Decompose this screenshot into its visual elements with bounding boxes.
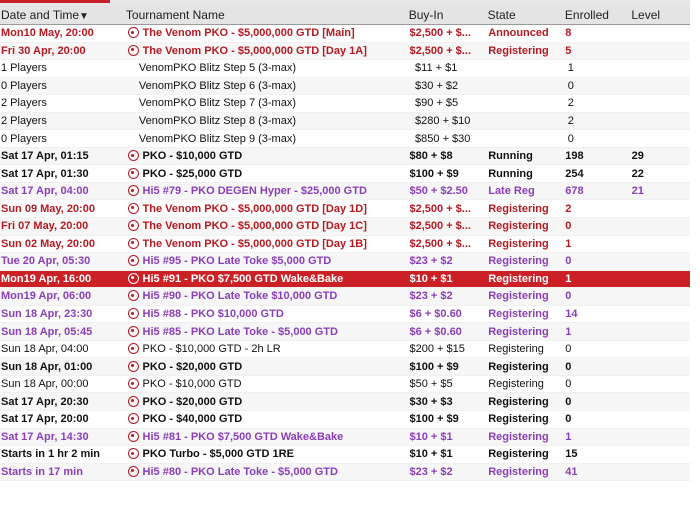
row-date: Sat 17 Apr, 20:00 xyxy=(1,413,89,426)
column-header-buy-in[interactable]: Buy-In xyxy=(408,7,444,22)
row-date: Sun 18 Apr, 01:00 xyxy=(1,360,93,373)
row-enrolled: 0 xyxy=(565,378,572,391)
row-tournament-name xyxy=(126,343,402,355)
row-tournament-name: VenomPKO Blitz Step 9 (3-max) xyxy=(138,132,297,145)
table-row[interactable] xyxy=(0,95,690,113)
target-icon xyxy=(128,448,139,459)
target-icon xyxy=(128,343,139,354)
target-icon xyxy=(128,326,139,337)
row-date: Sun 02 May, 20:00 xyxy=(1,237,95,250)
row-state: Registering xyxy=(488,325,549,338)
column-header-level[interactable]: Level xyxy=(631,7,661,22)
row-date: Sun 18 Apr, 05:45 xyxy=(1,325,93,338)
row-tournament-name xyxy=(126,308,402,320)
row-buy-in: $11 + $1 xyxy=(415,62,458,75)
row-enrolled: 254 xyxy=(565,167,584,180)
row-state: Registering xyxy=(488,430,549,443)
table-row[interactable] xyxy=(0,288,690,306)
row-buy-in: $100 + $9 xyxy=(409,360,459,373)
row-tournament-name xyxy=(126,168,402,180)
row-enrolled: 1 xyxy=(567,62,574,75)
row-enrolled: 8 xyxy=(565,27,572,40)
row-enrolled: 2 xyxy=(567,97,574,110)
row-buy-in: $23 + $2 xyxy=(409,255,453,268)
row-tournament-name: VenomPKO Blitz Step 7 (3-max) xyxy=(138,97,297,110)
target-icon xyxy=(128,361,139,372)
row-buy-in: $90 + $5 xyxy=(415,97,459,110)
table-row[interactable] xyxy=(0,429,690,447)
row-date: 1 Players xyxy=(1,62,47,75)
target-icon xyxy=(128,413,139,424)
row-date: 0 Players xyxy=(1,79,47,92)
table-row[interactable] xyxy=(0,130,690,148)
row-tournament-name-text: The Venom PKO - $5,000,000 GTD [Day 1C] xyxy=(142,220,367,233)
row-tournament-name-text: Hi5 #91 - PKO $7,500 GTD Wake&Bake xyxy=(142,272,344,285)
row-buy-in: $10 + $1 xyxy=(409,430,453,443)
row-date: Tue 20 Apr, 05:30 xyxy=(1,255,91,268)
row-date: Sun 18 Apr, 00:00 xyxy=(1,378,89,391)
row-enrolled: 0 xyxy=(565,290,572,303)
active-tab-accent xyxy=(0,0,110,3)
row-enrolled: 2 xyxy=(565,202,572,215)
row-enrolled: 0 xyxy=(565,220,572,233)
target-icon xyxy=(128,238,139,249)
table-body xyxy=(0,25,690,481)
row-date: Mon19 Apr, 16:00 xyxy=(1,272,92,285)
row-buy-in: $2,500 + $... xyxy=(409,237,471,250)
target-icon xyxy=(128,273,139,284)
row-enrolled: 1 xyxy=(565,272,572,285)
row-tournament-name xyxy=(126,361,402,373)
row-tournament-name xyxy=(126,185,402,197)
row-buy-in: $2,500 + $... xyxy=(409,220,471,233)
row-tournament-name xyxy=(126,45,402,57)
table-row[interactable] xyxy=(0,464,690,482)
row-enrolled: 0 xyxy=(565,413,572,426)
row-level: 21 xyxy=(631,185,644,198)
table-row[interactable] xyxy=(0,113,690,131)
column-header-tournament-name[interactable]: Tournament Name xyxy=(125,7,225,22)
table-row[interactable] xyxy=(0,43,690,61)
table-row[interactable] xyxy=(0,271,690,289)
row-tournament-name-text: Hi5 #81 - PKO $7,500 GTD Wake&Bake xyxy=(142,430,344,443)
row-tournament-name-text: PKO - $20,000 GTD xyxy=(142,360,243,373)
row-tournament-name-text: PKO - $20,000 GTD xyxy=(142,395,243,408)
row-date: 2 Players xyxy=(1,115,47,127)
table-row[interactable] xyxy=(0,446,690,464)
table-row[interactable] xyxy=(0,411,690,429)
table-row[interactable] xyxy=(0,218,690,236)
row-tournament-name xyxy=(126,273,402,285)
row-enrolled: 41 xyxy=(565,465,578,478)
row-date: Sat 17 Apr, 04:00 xyxy=(1,185,89,198)
table-row[interactable] xyxy=(0,341,690,359)
row-state: Registering xyxy=(488,360,549,373)
row-state: Registering xyxy=(488,272,549,285)
row-tournament-name-text: PKO - $10,000 GTD xyxy=(142,150,243,163)
row-tournament-name xyxy=(126,238,402,250)
row-tournament-name xyxy=(126,396,402,408)
target-icon xyxy=(128,308,139,319)
row-state: Registering xyxy=(488,44,549,57)
row-enrolled: 678 xyxy=(565,185,584,198)
row-tournament-name xyxy=(126,290,402,302)
row-enrolled: 1 xyxy=(565,237,572,250)
row-tournament-name xyxy=(126,448,402,460)
row-buy-in: $280 + $10 xyxy=(415,115,471,127)
row-enrolled: 0 xyxy=(565,255,572,268)
row-tournament-name xyxy=(126,220,402,232)
row-date: Sun 09 May, 20:00 xyxy=(1,202,95,215)
row-tournament-name xyxy=(126,326,402,338)
row-enrolled: 1 xyxy=(565,430,572,443)
row-tournament-name xyxy=(126,203,402,215)
row-tournament-name xyxy=(126,27,402,39)
row-buy-in: $23 + $2 xyxy=(409,465,453,478)
row-state: Registering xyxy=(488,255,549,268)
row-buy-in: $6 + $0.60 xyxy=(409,325,462,338)
row-tournament-name-text: Hi5 #88 - PKO $10,000 GTD xyxy=(142,308,284,321)
row-enrolled: 0 xyxy=(567,79,574,92)
row-buy-in: $200 + $15 xyxy=(409,343,465,356)
table-row[interactable] xyxy=(0,376,690,394)
row-state: Registering xyxy=(488,413,549,426)
row-tournament-name-text: Hi5 #80 - PKO Late Toke - $5,000 GTD xyxy=(142,465,338,478)
target-icon xyxy=(128,203,139,214)
row-state: Registering xyxy=(488,378,544,391)
row-tournament-name-text: PKO Turbo - $5,000 GTD 1RE xyxy=(142,448,294,461)
row-date: Sat 17 Apr, 01:15 xyxy=(1,150,89,163)
target-icon xyxy=(128,255,139,266)
row-enrolled: 198 xyxy=(565,150,584,163)
row-enrolled: 0 xyxy=(565,395,572,408)
table-row[interactable] xyxy=(0,60,690,78)
row-state: Registering xyxy=(488,237,549,250)
row-date: Mon19 Apr, 06:00 xyxy=(1,290,92,303)
target-icon xyxy=(128,168,139,179)
table-row[interactable] xyxy=(0,306,690,324)
target-icon xyxy=(128,396,139,407)
row-tournament-name xyxy=(126,150,402,162)
table-row[interactable] xyxy=(0,148,690,166)
row-date: 2 Players xyxy=(1,97,47,110)
column-header-enrolled[interactable]: Enrolled xyxy=(564,7,609,22)
row-tournament-name: VenomPKO Blitz Step 5 (3-max) xyxy=(138,62,297,75)
row-tournament-name-text: PKO - $10,000 GTD - 2h LR xyxy=(142,343,281,356)
row-tournament-name xyxy=(126,378,402,390)
table-row[interactable] xyxy=(0,25,690,43)
row-tournament-name xyxy=(126,413,402,425)
target-icon xyxy=(128,45,139,56)
row-date: 0 Players xyxy=(1,132,47,145)
row-tournament-name xyxy=(126,466,402,478)
row-date: Sat 17 Apr, 14:30 xyxy=(1,430,89,443)
row-enrolled: 0 xyxy=(565,343,572,356)
row-state: Registering xyxy=(488,343,544,356)
target-icon xyxy=(128,431,139,442)
target-icon xyxy=(128,378,139,389)
row-state: Registering xyxy=(488,220,549,233)
table-row[interactable] xyxy=(0,183,690,201)
table-row[interactable] xyxy=(0,358,690,376)
table-row[interactable] xyxy=(0,165,690,183)
sort-descending-icon: ▼ xyxy=(79,10,89,22)
table-row[interactable] xyxy=(0,323,690,341)
target-icon xyxy=(128,466,139,477)
row-tournament-name xyxy=(126,255,402,267)
row-tournament-name-text: The Venom PKO - $5,000,000 GTD [Day 1D] xyxy=(142,202,367,215)
row-buy-in: $6 + $0.60 xyxy=(409,308,462,321)
row-tournament-name-text: The Venom PKO - $5,000,000 GTD [Day 1A] xyxy=(142,44,367,57)
row-buy-in: $10 + $1 xyxy=(409,272,453,285)
row-date: Starts in 17 min xyxy=(1,465,83,478)
column-header-date[interactable] xyxy=(0,8,126,22)
target-icon xyxy=(128,220,139,231)
table-row[interactable] xyxy=(0,393,690,411)
row-level: 29 xyxy=(631,150,644,163)
row-tournament-name: VenomPKO Blitz Step 8 (3-max) xyxy=(138,115,297,127)
row-state: Registering xyxy=(488,290,549,303)
row-tournament-name-text: The Venom PKO - $5,000,000 GTD [Main] xyxy=(142,27,355,40)
row-enrolled: 0 xyxy=(565,360,572,373)
row-level: 22 xyxy=(631,167,644,180)
row-state: Registering xyxy=(488,448,549,461)
row-date: Fri 30 Apr, 20:00 xyxy=(1,44,86,57)
column-header-date-label: Date and Time xyxy=(1,7,80,22)
row-tournament-name-text: PKO - $10,000 GTD xyxy=(142,378,242,391)
target-icon xyxy=(128,27,139,38)
row-buy-in: $850 + $30 xyxy=(415,132,471,145)
row-enrolled: 5 xyxy=(565,44,572,57)
row-state: Registering xyxy=(488,308,549,321)
row-date: Sat 17 Apr, 01:30 xyxy=(1,167,89,180)
row-buy-in: $100 + $9 xyxy=(409,167,459,180)
table-row[interactable] xyxy=(0,78,690,96)
row-tournament-name-text: The Venom PKO - $5,000,000 GTD [Day 1B] xyxy=(142,237,367,250)
row-buy-in: $2,500 + $... xyxy=(409,27,471,40)
row-date: Mon10 May, 20:00 xyxy=(1,27,94,40)
row-buy-in: $50 + $2.50 xyxy=(409,185,468,198)
row-state: Registering xyxy=(488,465,549,478)
row-tournament-name-text: PKO - $25,000 GTD xyxy=(142,167,243,180)
row-enrolled: 15 xyxy=(565,448,578,461)
row-tournament-name xyxy=(126,431,402,443)
row-buy-in: $2,500 + $... xyxy=(409,202,471,215)
table-row[interactable] xyxy=(0,236,690,254)
table-row[interactable] xyxy=(0,200,690,218)
table-header xyxy=(0,5,690,25)
row-buy-in: $30 + $2 xyxy=(415,79,459,92)
tournament-table xyxy=(0,5,690,481)
row-enrolled: 14 xyxy=(565,308,578,321)
row-buy-in: $50 + $5 xyxy=(409,378,453,391)
column-header-state[interactable]: State xyxy=(487,7,516,22)
row-date: Sun 18 Apr, 04:00 xyxy=(1,343,89,356)
row-tournament-name-text: PKO - $40,000 GTD xyxy=(142,413,243,426)
target-icon xyxy=(128,185,139,196)
row-state: Announced xyxy=(488,27,549,40)
row-state: Registering xyxy=(488,395,549,408)
row-enrolled: 2 xyxy=(567,115,574,127)
target-icon xyxy=(128,290,139,301)
row-date: Sun 18 Apr, 23:30 xyxy=(1,308,93,321)
target-icon xyxy=(128,150,139,161)
row-state: Running xyxy=(488,167,533,180)
table-row[interactable] xyxy=(0,253,690,271)
row-date: Starts in 1 hr 2 min xyxy=(1,448,101,461)
row-tournament-name-text: Hi5 #85 - PKO Late Toke - $5,000 GTD xyxy=(142,325,338,338)
row-enrolled: 1 xyxy=(565,325,572,338)
row-tournament-name-text: Hi5 #79 - PKO DEGEN Hyper - $25,000 GTD xyxy=(142,185,367,198)
row-buy-in: $100 + $9 xyxy=(409,413,459,426)
row-buy-in: $30 + $3 xyxy=(409,395,453,408)
row-buy-in: $10 + $1 xyxy=(409,448,453,461)
row-date: Fri 07 May, 20:00 xyxy=(1,220,89,233)
row-state: Late Reg xyxy=(488,185,535,198)
row-tournament-name-text: Hi5 #95 - PKO Late Toke $5,000 GTD xyxy=(142,255,332,268)
row-date: Sat 17 Apr, 20:30 xyxy=(1,395,89,408)
row-state: Registering xyxy=(488,202,549,215)
row-buy-in: $23 + $2 xyxy=(409,290,453,303)
row-tournament-name: VenomPKO Blitz Step 6 (3-max) xyxy=(138,79,297,92)
row-buy-in: $80 + $8 xyxy=(409,150,453,163)
row-buy-in: $2,500 + $... xyxy=(409,44,471,57)
row-tournament-name-text: Hi5 #90 - PKO Late Toke $10,000 GTD xyxy=(142,290,338,303)
row-enrolled: 0 xyxy=(567,132,574,145)
row-state: Running xyxy=(488,150,533,163)
